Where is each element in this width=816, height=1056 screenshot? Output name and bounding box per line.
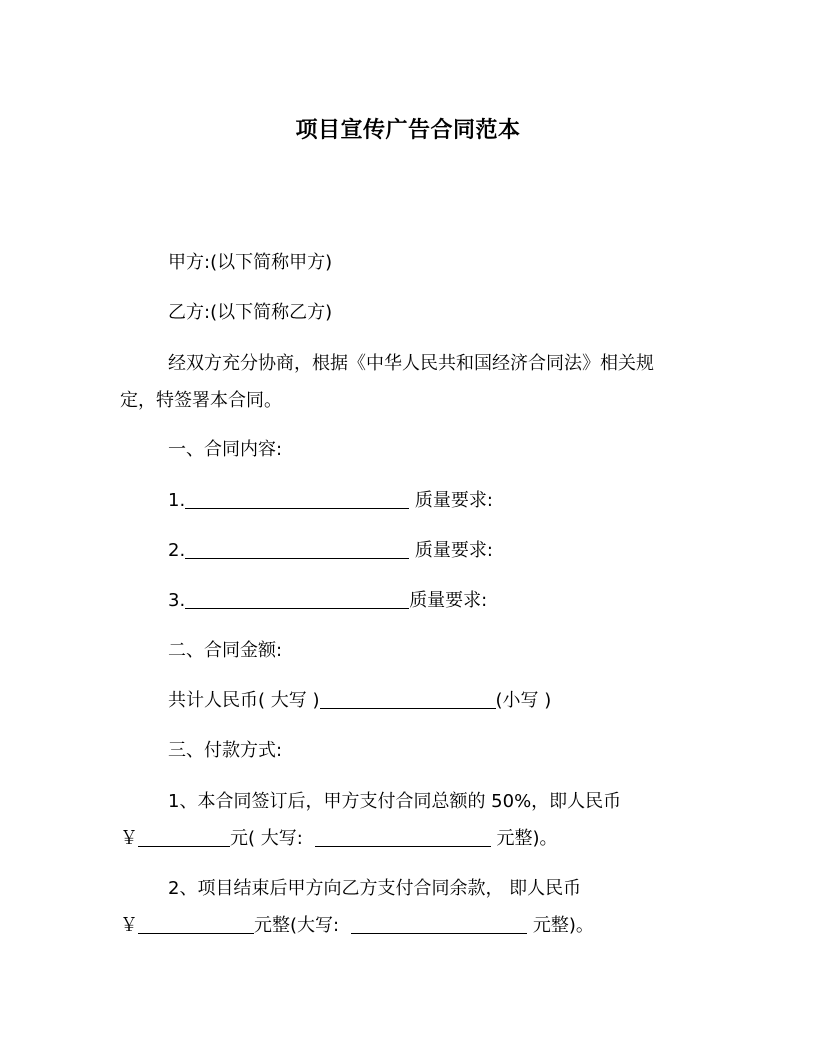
document-title: 项目宣传广告合同范本 [295, 118, 521, 143]
payment-1-amount-blank [138, 826, 230, 847]
section-3-heading: 三、付款方式: [168, 740, 283, 761]
payment-1-line-2 [120, 826, 558, 852]
section-1-heading: 一、合同内容: [168, 439, 283, 460]
item-number: 3. [168, 590, 186, 611]
item-fill-blank [185, 488, 409, 509]
item-number: 1. [168, 490, 186, 511]
payment-2-end: 元整)。 [527, 915, 594, 936]
payment-1-capital-blank [315, 826, 491, 847]
item-label: 质量要求: [409, 490, 493, 511]
item-fill-blank [185, 538, 409, 559]
content-item-3 [168, 588, 487, 614]
item-number: 2. [168, 540, 186, 561]
payment-1-capital-label: 元( 大写: [230, 828, 303, 849]
amount-small-label: (小写 ) [495, 690, 552, 711]
party-b-line: 乙方:(以下简称乙方) [168, 302, 333, 323]
item-label: 质量要求: [409, 590, 488, 611]
item-label: 质量要求: [409, 540, 493, 561]
payment-1-end: 元整)。 [490, 828, 558, 849]
amount-line [168, 688, 551, 714]
yen-symbol: ￥ [120, 828, 138, 849]
payment-2-capital-label: 元整(大写: [254, 915, 340, 936]
payment-2-amount-blank [138, 913, 254, 934]
amount-fill-blank [320, 688, 496, 709]
section-2-heading: 二、合同金额: [168, 640, 283, 661]
content-item-2 [168, 538, 493, 564]
payment-2-capital-blank [351, 913, 527, 934]
party-a-line: 甲方:(以下简称甲方) [168, 252, 333, 273]
yen-symbol: ￥ [120, 915, 138, 936]
item-fill-blank [185, 588, 409, 609]
amount-capital-label: 共计人民币( 大写 ) [168, 690, 320, 711]
payment-1-line-1: 1、本合同签订后，甲方支付合同总额的 50%，即人民币 [168, 791, 622, 812]
payment-2-line-2 [120, 913, 594, 939]
content-item-1 [168, 488, 493, 514]
payment-2-line-1: 2、项目结束后甲方向乙方支付合同余款， 即人民币 [168, 878, 582, 899]
intro-line-1: 经双方充分协商，根据《中华人民共和国经济合同法》相关规 [168, 353, 654, 374]
intro-line-2: 定，特签署本合同。 [120, 390, 282, 411]
